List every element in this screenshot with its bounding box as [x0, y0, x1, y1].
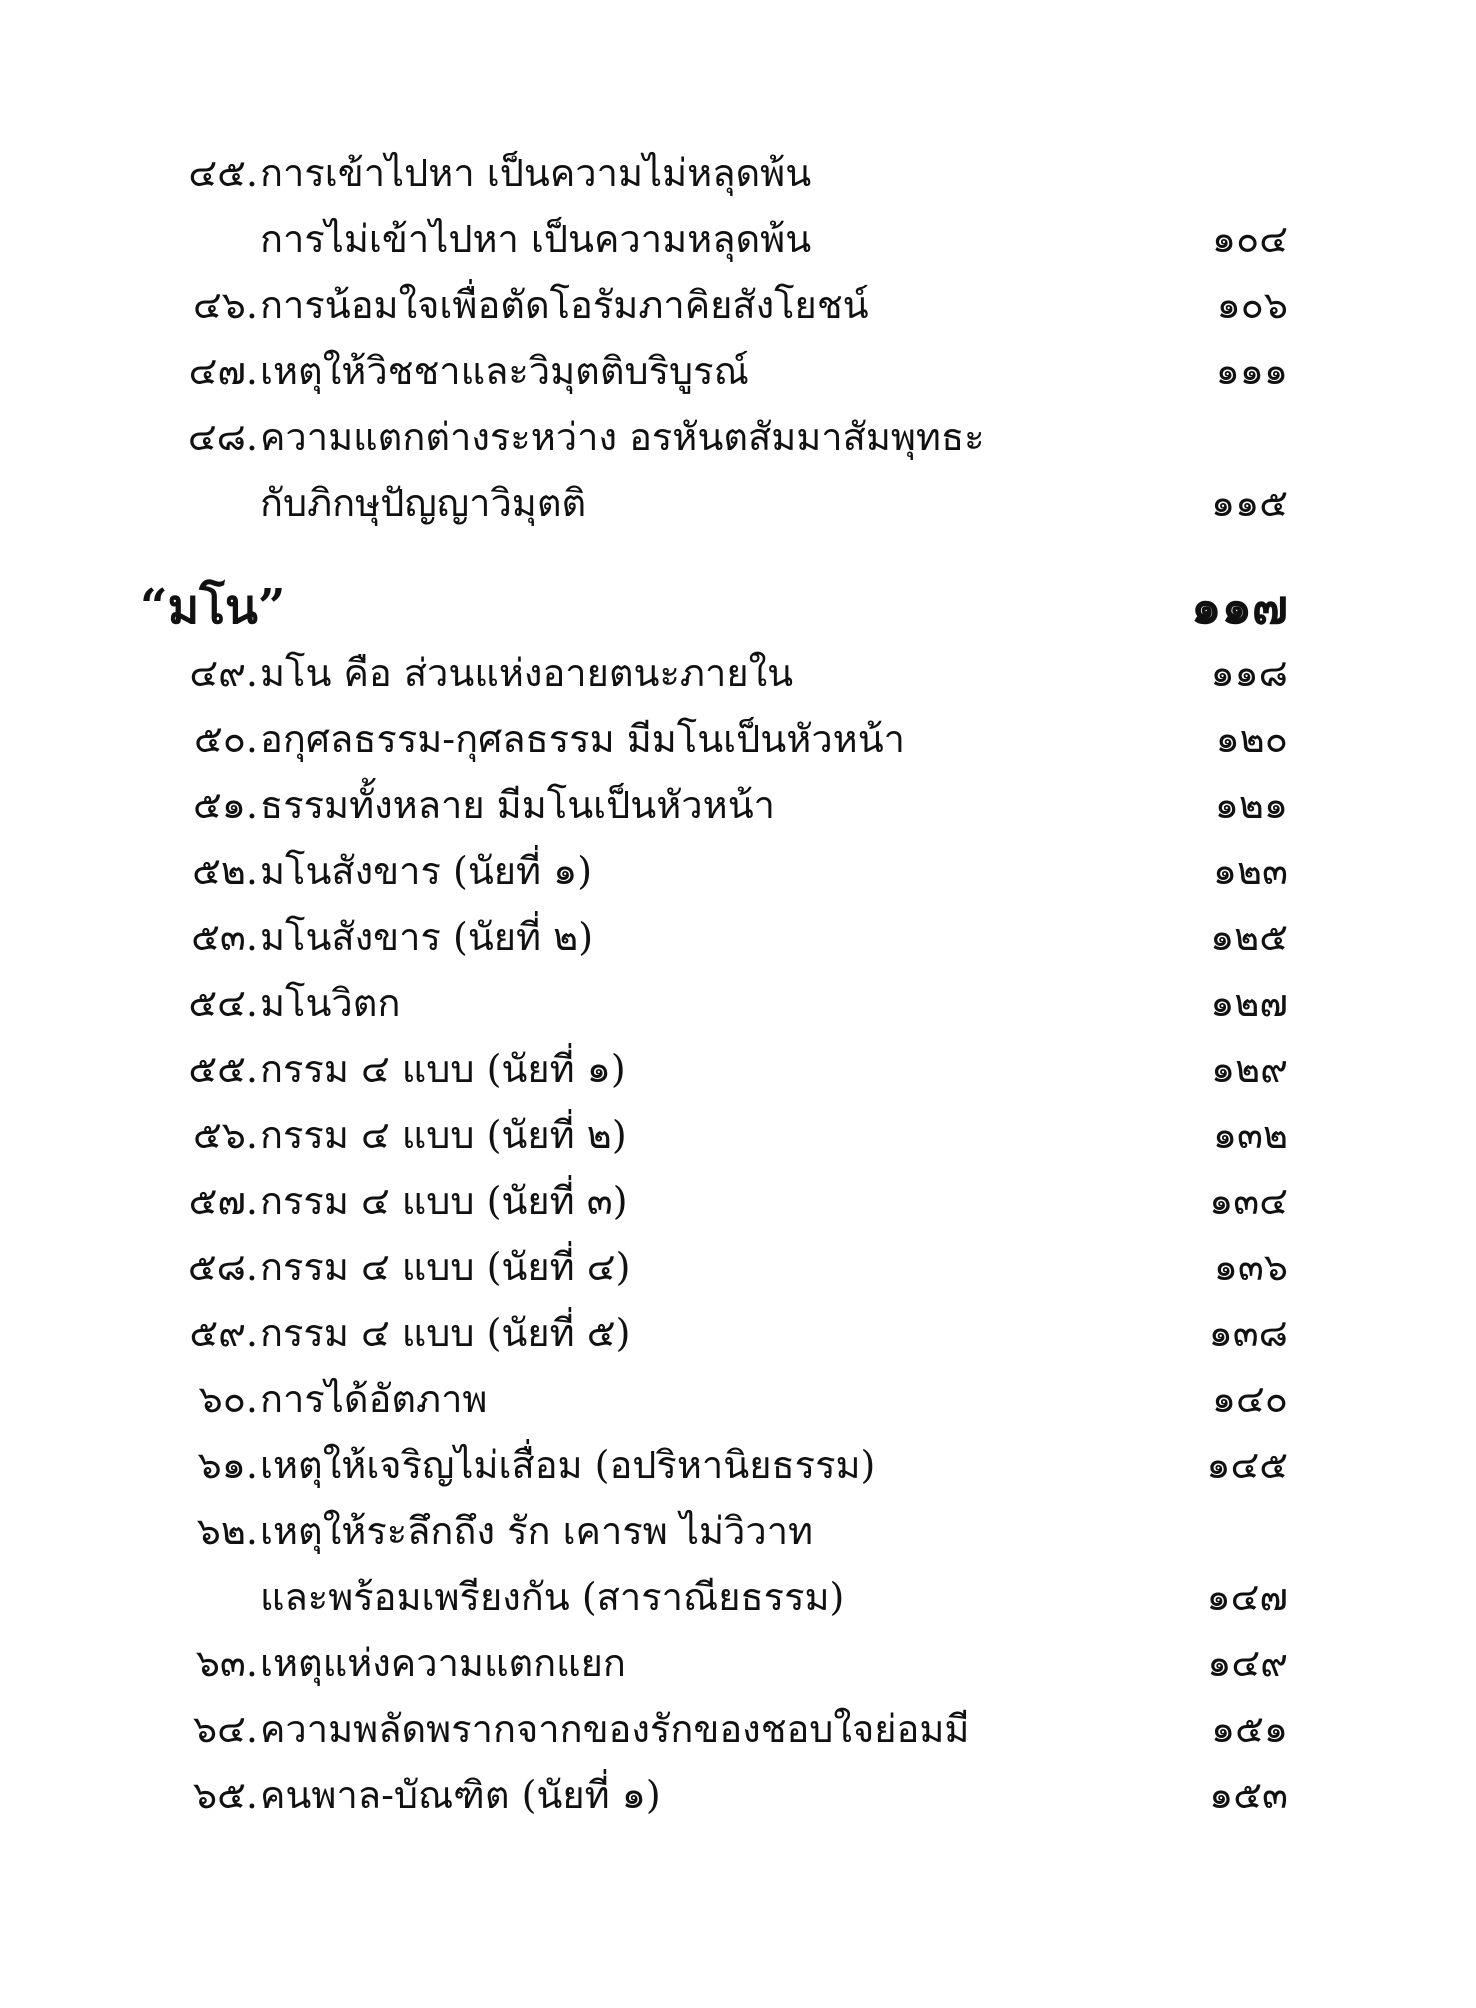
entry-title: คนพาล-บัณฑิต (นัยที่ ๑) — [260, 1773, 661, 1817]
entry-page-number: ๑๒๑ — [1214, 783, 1288, 827]
entry-number: ๔๖. — [193, 283, 258, 327]
entry-number: ๖๑. — [197, 1443, 258, 1487]
toc-entry-line — [0, 1762, 1476, 1828]
entry-title: กรรม ๔ แบบ (นัยที่ ๑) — [260, 1047, 626, 1091]
entry-title: กรรม ๔ แบบ (นัยที่ ๒) — [260, 1113, 627, 1157]
entry-number: ๕๔. — [188, 981, 258, 1025]
entry-title: มโนวิตก — [260, 981, 401, 1025]
toc-entry-line — [0, 1300, 1476, 1366]
entry-title: ความแตกต่างระหว่าง อรหันตสัมมาสัมพุทธะ — [260, 415, 985, 459]
entry-page-number: ๑๒๐ — [1215, 717, 1288, 761]
entry-page-number: ๑๑๑ — [1215, 349, 1288, 393]
toc-entry-line — [0, 470, 1476, 536]
entry-page-number: ๑๑๕ — [1210, 481, 1288, 525]
entry-title: มโน คือ ส่วนแห่งอายตนะภายใน — [260, 651, 794, 695]
section-page-number: ๑๑๗ — [1190, 579, 1288, 635]
entry-page-number: ๑๓๒ — [1212, 1113, 1288, 1157]
entry-title: เหตุให้เจริญไม่เสื่อม (อปริหานิยธรรม) — [260, 1443, 876, 1487]
entry-page-number: ๑๒๕ — [1210, 915, 1288, 959]
entry-title: กรรม ๔ แบบ (นัยที่ ๓) — [260, 1179, 628, 1223]
entry-page-number: ๑๓๖ — [1213, 1245, 1288, 1289]
toc-entry-line — [0, 338, 1476, 404]
section-title: “มโน” — [140, 579, 286, 635]
toc-entry-line — [0, 706, 1476, 772]
toc-entry-line — [0, 904, 1476, 970]
entry-page-number: ๑๐๔ — [1211, 217, 1288, 261]
toc-entry-line — [0, 1168, 1476, 1234]
toc-entry-line — [0, 404, 1476, 470]
toc-entry-line — [0, 1102, 1476, 1168]
entry-number: ๕๖. — [193, 1113, 258, 1157]
entry-title: การเข้าไปหา เป็นความไม่หลุดพ้น — [260, 151, 812, 195]
toc-entry-line — [0, 1630, 1476, 1696]
entry-title: มโนสังขาร (นัยที่ ๑) — [260, 849, 593, 893]
entry-title: การน้อมใจเพื่อตัดโอรัมภาคิยสังโยชน์ — [260, 283, 869, 327]
entry-number: ๔๗. — [188, 349, 258, 393]
entry-number: ๔๕. — [188, 151, 258, 195]
entry-page-number: ๑๒๓ — [1212, 849, 1288, 893]
toc-entry-line — [0, 772, 1476, 838]
entry-number: ๕๑. — [193, 783, 258, 827]
toc-entry-line — [0, 970, 1476, 1036]
entry-title: กรรม ๔ แบบ (นัยที่ ๕) — [260, 1311, 631, 1355]
entry-title: เหตุให้วิชชาและวิมุตติบริบูรณ์ — [260, 349, 749, 393]
toc-entry-line — [0, 1696, 1476, 1762]
entry-page-number: ๑๓๘ — [1208, 1311, 1288, 1355]
entry-number: ๖๐. — [198, 1377, 258, 1421]
entry-number: ๔๘. — [187, 415, 258, 459]
entry-title: เหตุแห่งความแตกแยก — [260, 1641, 626, 1685]
entry-page-number: ๑๔๐ — [1211, 1377, 1288, 1421]
toc-entry-line — [0, 1036, 1476, 1102]
entry-number: ๖๔. — [193, 1707, 258, 1751]
toc-entry-line — [0, 206, 1476, 272]
entry-title: เหตุให้ระลึกถึง รัก เคารพ ไม่วิวาท — [260, 1509, 814, 1553]
entry-title: อกุศลธรรม-กุศลธรรม มีมโนเป็นหัวหน้า — [260, 717, 906, 761]
entry-page-number: ๑๐๖ — [1216, 283, 1288, 327]
toc-entry-line — [0, 272, 1476, 338]
entry-title: การได้อัตภาพ — [260, 1377, 488, 1421]
entry-title: การไม่เข้าไปหา เป็นความหลุดพ้น — [260, 217, 812, 261]
entry-page-number: ๑๕๑ — [1210, 1707, 1288, 1751]
entry-number: ๕๘. — [187, 1245, 258, 1289]
toc-entry-line — [0, 1432, 1476, 1498]
entry-page-number: ๑๑๘ — [1210, 651, 1288, 695]
entry-number: ๖๒. — [196, 1509, 258, 1553]
entry-page-number: ๑๕๓ — [1209, 1773, 1288, 1817]
toc-entry-line — [0, 140, 1476, 206]
entry-number: ๕๒. — [192, 849, 258, 893]
toc-entry-line — [0, 1366, 1476, 1432]
entry-number: ๔๙. — [189, 651, 258, 695]
toc-entry-line — [0, 1564, 1476, 1630]
entry-page-number: ๑๒๙ — [1210, 1047, 1288, 1091]
entry-title: มโนสังขาร (นัยที่ ๒) — [260, 915, 594, 959]
entry-number: ๕๕. — [188, 1047, 258, 1091]
toc-entry-line — [0, 1234, 1476, 1300]
section-heading — [0, 567, 1476, 647]
entry-number: ๕๓. — [191, 915, 258, 959]
entry-title: และพร้อมเพรียงกัน (สาราณียธรรม) — [260, 1575, 845, 1619]
entry-page-number: ๑๒๗ — [1210, 981, 1288, 1025]
entry-title: กรรม ๔ แบบ (นัยที่ ๔) — [260, 1245, 631, 1289]
entry-title: ความพลัดพรากจากของรักของชอบใจย่อมมี — [260, 1707, 970, 1751]
entry-number: ๖๓. — [195, 1641, 258, 1685]
entry-number: ๕๐. — [193, 717, 258, 761]
entry-page-number: ๑๔๗ — [1206, 1575, 1288, 1619]
entry-title: กับภิกษุปัญญาวิมุตติ — [260, 481, 587, 525]
entry-page-number: ๑๔๕ — [1206, 1443, 1288, 1487]
entry-page-number: ๑๔๙ — [1207, 1641, 1288, 1685]
toc-entry-line — [0, 838, 1476, 904]
entry-number: ๕๗. — [188, 1179, 258, 1223]
entry-title: ธรรมทั้งหลาย มีมโนเป็นหัวหน้า — [260, 783, 776, 827]
entry-number: ๕๙. — [189, 1311, 258, 1355]
entry-page-number: ๑๓๔ — [1209, 1179, 1288, 1223]
toc-entry-line — [0, 1498, 1476, 1564]
toc-entry-line — [0, 640, 1476, 706]
entry-number: ๖๕. — [193, 1773, 258, 1817]
